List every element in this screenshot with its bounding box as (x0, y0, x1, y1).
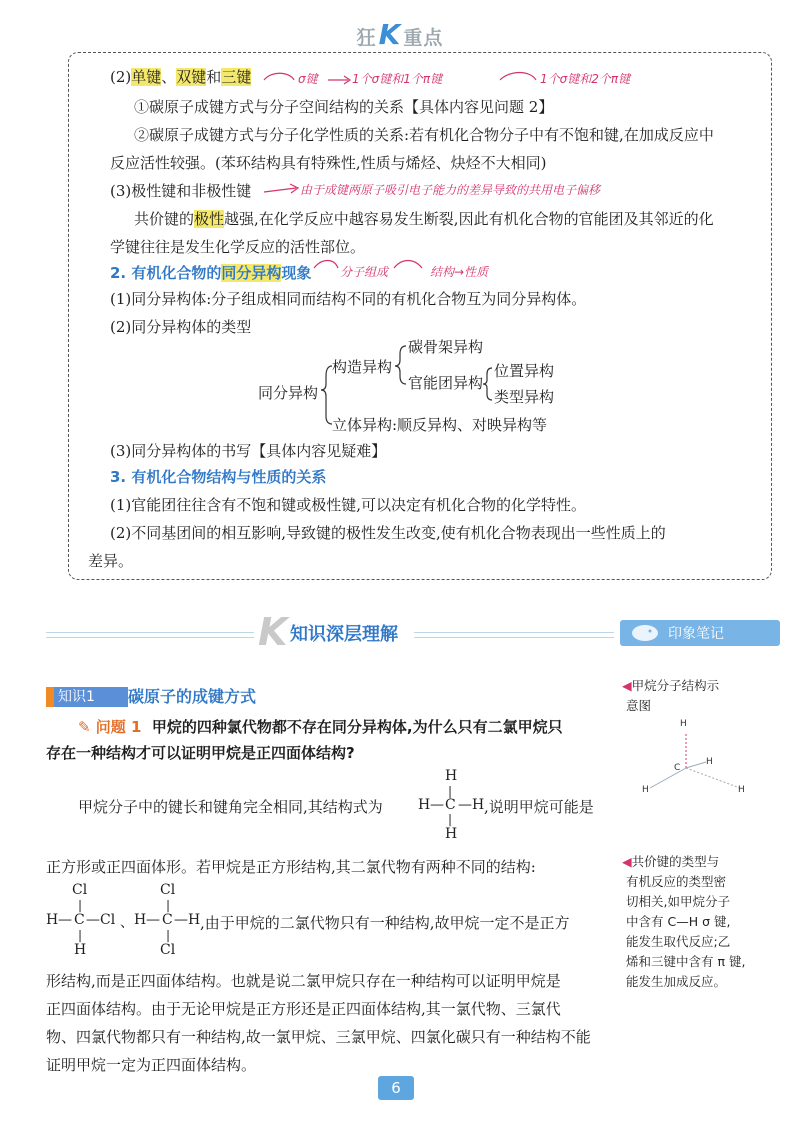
triple-bond-term: 三键 (221, 68, 252, 86)
memo-label: 印象笔记 (668, 626, 724, 642)
single-bond-term: 单键 (131, 68, 162, 86)
methane-c: C (445, 797, 456, 813)
tree-root: 同分异构 (258, 384, 319, 402)
cl-bottom-2: Cl (160, 942, 176, 958)
sidebar-note-2-line-4: 中含有 C—H σ 键, (626, 914, 731, 929)
sidebar-note-2-line-5: 能发生取代反应;乙 (626, 934, 731, 949)
c-2: C (162, 912, 173, 928)
bond: — (86, 912, 100, 928)
question-label: 问题 1 (95, 718, 142, 736)
answer-line-5: 正四面体结构。由于无论甲烷是正方形还是正四面体结构,其一氯代物、三氯代 (46, 1000, 561, 1018)
isomer-types-heading: (2)同分异构体的类型 (110, 318, 252, 336)
header-k-logo: K (378, 18, 402, 51)
page-number: 6 (378, 1076, 414, 1100)
svg-text:H: H (706, 757, 713, 767)
question-line-2: 存在一种结构才可以证明甲烷是正四面体结构? (46, 744, 355, 762)
methane-h-bottom: H (445, 826, 458, 842)
methane-h-right: H (472, 797, 485, 813)
triangle-icon: ◀ (622, 678, 632, 693)
tree-position: 位置异构 (494, 362, 555, 380)
section-rule-left (46, 632, 254, 638)
polarity-term: 极性 (194, 210, 225, 228)
answer-line-7: 证明甲烷一定为正四面体结构。 (46, 1056, 257, 1074)
section-k-logo: K (258, 610, 288, 654)
bond-vertical: | (448, 784, 453, 798)
methane-h-left: H (418, 797, 431, 813)
knowledge-title: 碳原子的成键方式 (128, 687, 257, 706)
h-left-2: H (134, 912, 147, 928)
bond-vertical: | (78, 898, 83, 912)
property-line-1: (1)官能团往往含有不饱和键或极性键,可以决定有机化合物的化学特性。 (110, 496, 587, 514)
methane-3d-diagram (630, 712, 770, 812)
header-text-b: 重点 (403, 27, 444, 49)
polarity-line (134, 208, 714, 230)
handwritten-formula-note: 分子组成 (340, 265, 389, 279)
handwritten-arrows (260, 66, 660, 96)
svg-text:H: H (738, 785, 745, 795)
c-1: C (74, 912, 85, 928)
text-segment: 共价键的 (134, 210, 195, 228)
item-number: (2) (110, 68, 132, 86)
structure-property-heading: 3. 有机化合物结构与性质的关系 (110, 468, 327, 486)
tree-functional-group: 官能团异构 (408, 374, 484, 392)
heading-segment: 2. 有机化合物的 (110, 264, 222, 282)
answer-line-2: 正方形或正四面体形。若甲烷是正方形结构,其二氯代物有两种不同的结构: (46, 858, 536, 876)
answer-line-1a: 甲烷分子中的键长和键角完全相同,其结构式为 (78, 798, 383, 816)
header-text-a: 狂 (356, 27, 377, 49)
bond: — (430, 797, 444, 813)
h-bottom-1: H (74, 942, 87, 958)
sidebar-note-2-line-2: 有机反应的类型密 (626, 874, 727, 889)
svg-text:H: H (642, 785, 649, 795)
isomerism-heading (110, 262, 311, 284)
bond-vertical: | (448, 812, 453, 826)
bond-types-line (110, 66, 251, 88)
relation-line-3: 反应活性较强。(苯环结构具有特殊性,性质与烯烃、炔烃不大相同) (110, 154, 547, 172)
handwritten-sigma-note: σ键 (298, 72, 318, 86)
cl-top-1: Cl (72, 882, 88, 898)
conjunction: 和 (206, 68, 222, 86)
sidebar-text: 甲烷分子结构示 (631, 678, 720, 693)
handwritten-triple-bond-note: 1个σ键和2个π键 (540, 72, 631, 86)
elephant-icon (628, 622, 662, 644)
triangle-icon: ◀ (622, 854, 632, 869)
methane-h-top: H (445, 768, 458, 784)
property-line-2: (2)不同基团间的相互影响,导致键的极性发生改变,使有机化合物表现出一些性质上的 (110, 524, 666, 542)
bond-vertical: | (166, 898, 171, 912)
sidebar-text: 共价键的类型与 (631, 854, 720, 869)
handwritten-structure-note: 结构→性质 (430, 265, 489, 279)
question-line-1 (78, 716, 563, 737)
isomerism-term: 同分异构 (221, 264, 282, 282)
relation-line-2: ②碳原子成键方式与分子化学性质的关系:若有机化合物分子中有不饱和键,在加成反应中 (134, 126, 714, 144)
cl-top-2: Cl (160, 882, 176, 898)
polar-bond-heading: (3)极性键和非极性键 (110, 182, 252, 200)
running-header (0, 18, 800, 51)
bond-vertical: | (166, 928, 171, 942)
polarity-line-2: 学键往往是发生化学反应的活性部位。 (110, 238, 366, 256)
sidebar-note-2-line-7: 能发生加成反应。 (626, 974, 727, 989)
separator: 、 (161, 68, 177, 86)
handwritten-polar-note: 由于成键两原子吸引电子能力的差异导致的共用电子偏移 (300, 183, 601, 197)
tree-carbon-skeleton: 碳骨架异构 (408, 338, 484, 356)
pencil-icon: ✎ (78, 718, 96, 736)
relation-line-1: ①碳原子成键方式与分子空间结构的关系【具体内容见问题 2】 (134, 98, 554, 116)
double-bond-term: 双键 (176, 68, 207, 86)
svg-text:C: C (674, 763, 681, 773)
answer-line-3: ,由于甲烷的二氯代物只有一种结构,故甲烷一定不是正方 (200, 914, 570, 932)
answer-line-4: 形结构,而是正四面体结构。也就是说二氯甲烷只存在一种结构可以证明甲烷是 (46, 972, 561, 990)
property-line-3: 差异。 (88, 552, 134, 570)
answer-line-6: 物、四氯代物都只有一种结构,故一氯甲烷、三氯甲烷、四氯化碳只有一种结构不能 (46, 1028, 591, 1046)
sidebar-note-1-line-1 (622, 676, 719, 696)
bond: — (458, 797, 472, 813)
bond-vertical: | (78, 928, 83, 942)
tree-braces (320, 340, 520, 440)
sidebar-note-2-line-3: 切相关,如甲烷分子 (626, 894, 730, 909)
isomer-definition: (1)同分异构体:分子组成相同而结构不同的有机化合物互为同分异构体。 (110, 290, 587, 308)
handwritten-arrow-polar (262, 178, 302, 200)
bond: — (58, 912, 72, 928)
sidebar-note-2-line-6: 烯和三键中含有 π 键, (626, 954, 746, 969)
cl-right-1: Cl (100, 912, 116, 928)
handwritten-double-bond-note: 1个σ键和1个π键 (352, 72, 443, 86)
separator: 、 (120, 915, 134, 931)
tree-constitutional: 构造异构 (332, 358, 393, 376)
bond: — (146, 912, 160, 928)
tree-stereo: 立体异构:顺反异构、对映异构等 (332, 416, 548, 434)
svg-text:H: H (680, 719, 687, 729)
answer-line-1b: ,说明甲烷可能是 (484, 798, 594, 816)
section-rule-right (414, 632, 614, 638)
knowledge-badge-label: 知识1 (58, 689, 95, 705)
h-left-1: H (46, 912, 59, 928)
bond: — (174, 912, 188, 928)
heading-segment: 现象 (281, 264, 312, 282)
sidebar-note-1-line-2: 意图 (626, 698, 652, 713)
handwritten-arrows-2 (310, 256, 450, 280)
tree-type: 类型异构 (494, 388, 555, 406)
question-text: 甲烷的四种氯代物都不存在同分异构体,为什么只有二氯甲烷只 (151, 718, 563, 736)
sidebar-note-2-line-1 (622, 852, 719, 872)
h-right-2: H (188, 912, 201, 928)
badge-stripe (46, 687, 54, 707)
isomer-writing-line: (3)同分异构体的书写【具体内容见疑难】 (110, 442, 387, 460)
section-title: 知识深层理解 (290, 624, 398, 645)
text-segment: 越强,在化学反应中越容易发生断裂,因此有机化合物的官能团及其邻近的化 (224, 210, 714, 228)
